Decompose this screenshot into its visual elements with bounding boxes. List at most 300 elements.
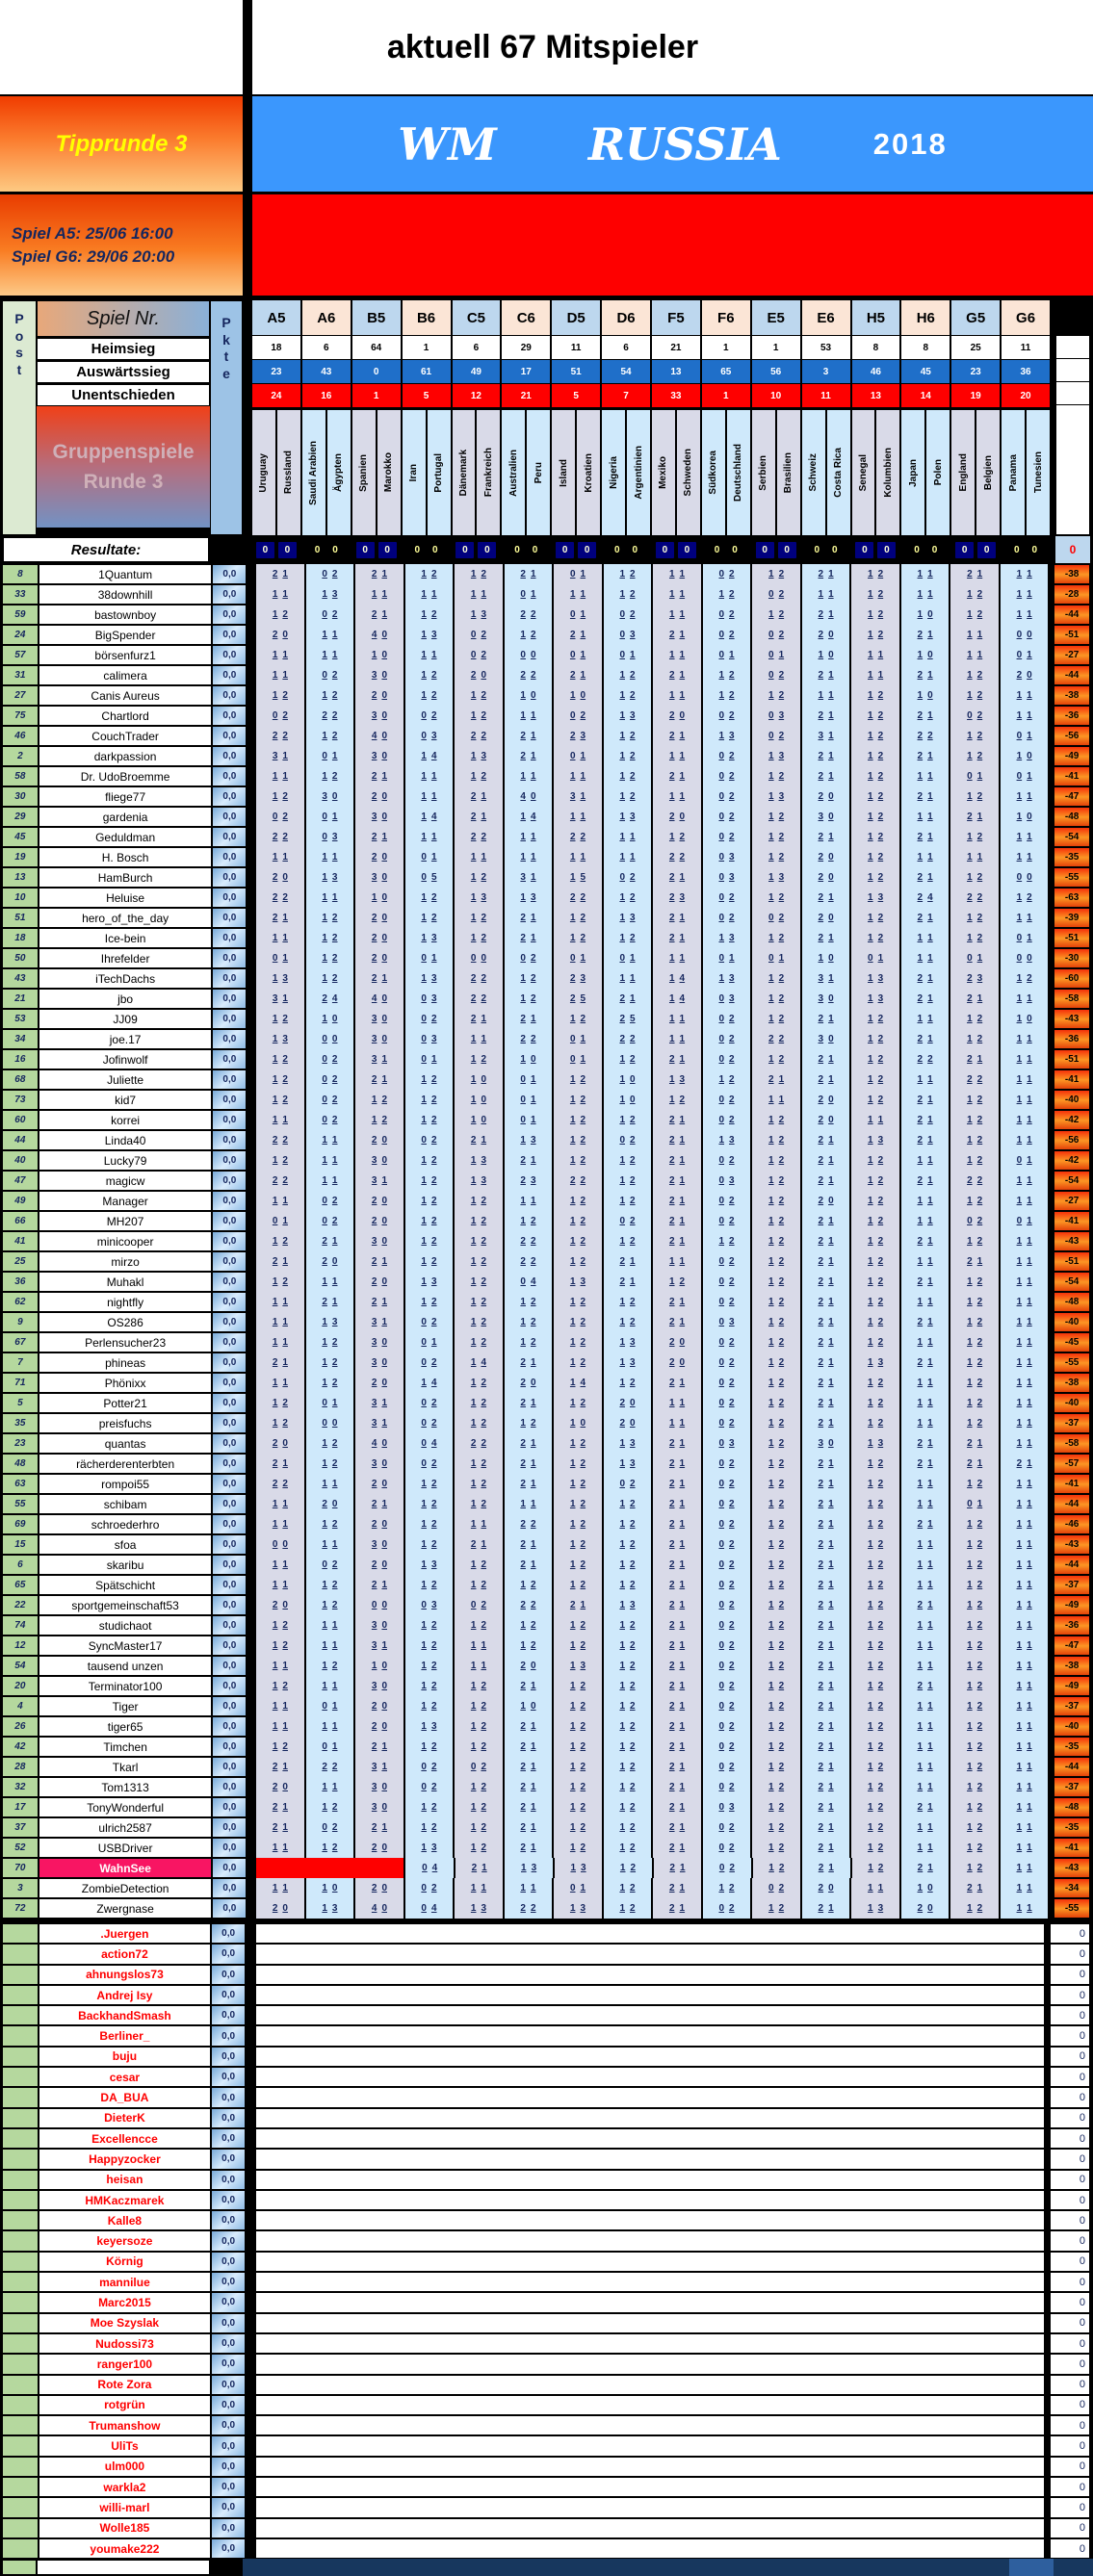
tip-cell[interactable]: [306, 1514, 354, 1534]
tip-cell[interactable]: [455, 1272, 503, 1292]
inactive-pkte[interactable]: 0,0: [211, 2497, 246, 2517]
tip-cell[interactable]: [505, 706, 553, 726]
tip-cell[interactable]: [703, 1373, 751, 1393]
tip-cell[interactable]: [405, 968, 454, 989]
tip-cell[interactable]: [355, 1393, 403, 1413]
tip-cell[interactable]: [802, 766, 850, 786]
tip-cell[interactable]: [505, 766, 553, 786]
inactive-zero[interactable]: 0: [1050, 2538, 1090, 2559]
player-position[interactable]: 28: [2, 1757, 39, 1777]
tip-cell[interactable]: [752, 1636, 800, 1656]
inactive-pkte[interactable]: 0,0: [211, 2435, 246, 2456]
tip-cell[interactable]: [703, 928, 751, 948]
tip-cell[interactable]: [1001, 1696, 1049, 1716]
tip-cell[interactable]: [802, 1595, 850, 1615]
tip-cell[interactable]: [554, 1413, 602, 1433]
tip-cell[interactable]: [752, 726, 800, 746]
tip-cell[interactable]: [752, 908, 800, 928]
tip-cell[interactable]: [455, 1433, 503, 1454]
inactive-zero[interactable]: 0: [1050, 2333, 1090, 2354]
tip-cell[interactable]: [405, 1898, 454, 1919]
player-position[interactable]: 24: [2, 625, 39, 645]
player-pkte[interactable]: 0,0: [212, 1029, 247, 1049]
player-pkte[interactable]: 0,0: [212, 726, 247, 746]
tip-cell[interactable]: [1001, 1838, 1049, 1858]
tip-cell[interactable]: [752, 665, 800, 685]
player-position[interactable]: 46: [2, 726, 39, 746]
tip-cell[interactable]: [653, 1191, 701, 1211]
tip-cell[interactable]: [703, 726, 751, 746]
inactive-pkte[interactable]: 0,0: [211, 2518, 246, 2538]
player-total[interactable]: -27: [1054, 1191, 1090, 1211]
tip-cell[interactable]: [901, 1211, 950, 1231]
tip-cell[interactable]: [554, 1838, 602, 1858]
inactive-player-name[interactable]: Wolle185: [39, 2518, 212, 2538]
player-total[interactable]: -49: [1054, 1595, 1090, 1615]
inactive-zero[interactable]: 0: [1050, 2210, 1090, 2230]
tip-cell[interactable]: [703, 685, 751, 706]
tip-cell[interactable]: [1001, 1090, 1049, 1110]
tip-cell[interactable]: [703, 1534, 751, 1555]
tip-cell[interactable]: [505, 908, 553, 928]
inactive-zero[interactable]: 0: [1050, 2067, 1090, 2087]
tip-cell[interactable]: [851, 1272, 899, 1292]
player-name[interactable]: Linda40: [39, 1130, 213, 1150]
inactive-zero[interactable]: 0: [1050, 2149, 1090, 2169]
tip-cell[interactable]: [901, 948, 950, 968]
player-total[interactable]: -43: [1054, 1534, 1090, 1555]
tip-cell[interactable]: [851, 1292, 899, 1312]
tip-cell[interactable]: [851, 1251, 899, 1272]
player-position[interactable]: 75: [2, 706, 39, 726]
tip-cell[interactable]: [306, 1656, 354, 1676]
tip-cell[interactable]: [802, 847, 850, 867]
tip-cell[interactable]: [1001, 1797, 1049, 1817]
tip-cell[interactable]: [455, 928, 503, 948]
tip-cell[interactable]: [950, 968, 999, 989]
tip-cell[interactable]: [355, 1029, 403, 1049]
tip-cell[interactable]: [604, 847, 652, 867]
tip-cell[interactable]: [1001, 1737, 1049, 1757]
player-total[interactable]: -36: [1054, 1615, 1090, 1636]
tip-cell[interactable]: [355, 1474, 403, 1494]
tip-cell[interactable]: [901, 1090, 950, 1110]
tip-cell[interactable]: [455, 1757, 503, 1777]
tip-cell[interactable]: [455, 1029, 503, 1049]
tip-cell[interactable]: [752, 1211, 800, 1231]
tip-cell[interactable]: [505, 1312, 553, 1332]
inactive-pkte[interactable]: 0,0: [211, 2190, 246, 2210]
player-total[interactable]: -51: [1054, 1049, 1090, 1069]
result-zero[interactable]: 0: [678, 542, 696, 558]
player-position[interactable]: 2: [2, 746, 39, 766]
tip-cell[interactable]: [1001, 1251, 1049, 1272]
tip-cell[interactable]: [851, 1474, 899, 1494]
player-position[interactable]: 52: [2, 1838, 39, 1858]
tip-cell[interactable]: [355, 1049, 403, 1069]
tip-cell[interactable]: [355, 1716, 403, 1737]
player-position[interactable]: 26: [2, 1716, 39, 1737]
tip-cell[interactable]: [703, 1898, 751, 1919]
tip-cell[interactable]: [554, 1373, 602, 1393]
tip-cell[interactable]: [752, 847, 800, 867]
player-pkte[interactable]: 0,0: [212, 1049, 247, 1069]
tip-cell[interactable]: [901, 908, 950, 928]
tip-cell[interactable]: [1001, 908, 1049, 928]
tip-cell[interactable]: [950, 1474, 999, 1494]
tip-cell[interactable]: [256, 807, 304, 827]
player-position[interactable]: 42: [2, 1737, 39, 1757]
tip-cell[interactable]: [554, 1656, 602, 1676]
tip-cell[interactable]: [455, 908, 503, 928]
tip-cell[interactable]: [950, 1292, 999, 1312]
inactive-player-name[interactable]: .Juergen: [39, 1923, 212, 1944]
tip-cell[interactable]: [306, 605, 354, 625]
tip-cell[interactable]: [455, 665, 503, 685]
tip-cell[interactable]: [851, 1878, 899, 1898]
player-name[interactable]: Manager: [39, 1191, 213, 1211]
tip-cell[interactable]: [752, 1090, 800, 1110]
tip-cell[interactable]: [355, 1838, 403, 1858]
player-position[interactable]: 53: [2, 1009, 39, 1029]
tip-cell[interactable]: [653, 645, 701, 665]
tip-cell[interactable]: [505, 1777, 553, 1797]
tip-cell[interactable]: [802, 1777, 850, 1797]
tip-cell[interactable]: [505, 1090, 553, 1110]
tip-cell[interactable]: [306, 584, 354, 605]
player-total[interactable]: -38: [1054, 1656, 1090, 1676]
tip-cell[interactable]: [851, 1898, 899, 1919]
tip-cell[interactable]: [604, 1615, 652, 1636]
player-name[interactable]: bastownboy: [39, 605, 213, 625]
player-pkte[interactable]: 0,0: [212, 1251, 247, 1272]
player-position[interactable]: 49: [2, 1191, 39, 1211]
tip-cell[interactable]: [455, 746, 503, 766]
tip-cell[interactable]: [554, 1454, 602, 1474]
tip-cell[interactable]: [405, 1817, 454, 1838]
tip-cell[interactable]: [703, 1150, 751, 1171]
player-pkte[interactable]: 0,0: [212, 1494, 247, 1514]
tip-cell[interactable]: [306, 685, 354, 706]
tip-cell[interactable]: [901, 1595, 950, 1615]
player-total[interactable]: -42: [1054, 1150, 1090, 1171]
tip-cell[interactable]: [405, 645, 454, 665]
tip-cell[interactable]: [604, 1332, 652, 1352]
tip-cell[interactable]: [1001, 807, 1049, 827]
player-pkte[interactable]: 0,0: [212, 1636, 247, 1656]
player-total[interactable]: -43: [1054, 1009, 1090, 1029]
tip-cell[interactable]: [554, 1757, 602, 1777]
tip-cell[interactable]: [455, 1858, 503, 1878]
tip-cell[interactable]: [405, 726, 454, 746]
tip-cell[interactable]: [306, 1474, 354, 1494]
tip-cell[interactable]: [604, 1534, 652, 1555]
tip-cell[interactable]: [306, 807, 354, 827]
tip-cell[interactable]: [604, 766, 652, 786]
player-position[interactable]: 8: [2, 564, 39, 584]
tip-cell[interactable]: [405, 1090, 454, 1110]
tip-cell[interactable]: [901, 1514, 950, 1534]
tip-cell[interactable]: [505, 1615, 553, 1636]
tip-cell[interactable]: [306, 1494, 354, 1514]
tip-cell[interactable]: [851, 1777, 899, 1797]
tip-cell[interactable]: [355, 1898, 403, 1919]
tip-cell[interactable]: [802, 1737, 850, 1757]
tip-cell[interactable]: [554, 1555, 602, 1575]
player-name[interactable]: WahnSee: [39, 1858, 213, 1878]
tip-cell[interactable]: [355, 1797, 403, 1817]
tip-cell[interactable]: [752, 1838, 800, 1858]
tip-cell[interactable]: [1001, 1312, 1049, 1332]
tip-cell[interactable]: [653, 1272, 701, 1292]
tip-cell[interactable]: [455, 1676, 503, 1696]
tip-cell[interactable]: [901, 1737, 950, 1757]
tip-cell[interactable]: [554, 1777, 602, 1797]
tip-cell[interactable]: [554, 1029, 602, 1049]
player-total[interactable]: -51: [1054, 1251, 1090, 1272]
player-position[interactable]: 32: [2, 1777, 39, 1797]
tip-cell[interactable]: [455, 1615, 503, 1636]
tip-cell[interactable]: [950, 1110, 999, 1130]
tip-cell[interactable]: [950, 1696, 999, 1716]
tip-cell[interactable]: [554, 584, 602, 605]
result-zero[interactable]: 0: [1014, 544, 1020, 555]
tip-cell[interactable]: [653, 867, 701, 888]
tip-cell[interactable]: [256, 1838, 304, 1858]
player-name[interactable]: Canis Aureus: [39, 685, 213, 706]
tip-cell[interactable]: [405, 1636, 454, 1656]
player-total[interactable]: -38: [1054, 685, 1090, 706]
player-total[interactable]: -38: [1054, 1373, 1090, 1393]
tip-cell[interactable]: [703, 1272, 751, 1292]
tip-cell[interactable]: [405, 867, 454, 888]
tip-cell[interactable]: [703, 1454, 751, 1474]
tip-cell[interactable]: [604, 1656, 652, 1676]
tip-cell[interactable]: [752, 1797, 800, 1817]
result-zero[interactable]: 0: [578, 542, 596, 558]
tip-cell[interactable]: [1001, 1898, 1049, 1919]
inactive-player-name[interactable]: willi-marl: [39, 2497, 212, 2517]
player-name[interactable]: jbo: [39, 989, 213, 1009]
tip-cell[interactable]: [901, 1231, 950, 1251]
player-total[interactable]: -41: [1054, 1069, 1090, 1090]
tip-cell[interactable]: [802, 1171, 850, 1191]
tip-cell[interactable]: [455, 1534, 503, 1555]
player-total[interactable]: -36: [1054, 1029, 1090, 1049]
result-zero[interactable]: 0: [877, 542, 896, 558]
tip-cell[interactable]: [752, 1898, 800, 1919]
tip-cell[interactable]: [901, 1494, 950, 1514]
tip-cell[interactable]: [405, 1454, 454, 1474]
inactive-player-name[interactable]: action72: [39, 1944, 212, 1964]
tip-cell[interactable]: [802, 1494, 850, 1514]
tip-cell[interactable]: [901, 1636, 950, 1656]
tip-cell[interactable]: [604, 1716, 652, 1737]
tip-cell[interactable]: [653, 1231, 701, 1251]
inactive-pkte[interactable]: 0,0: [211, 1965, 246, 1985]
tip-cell[interactable]: [703, 1494, 751, 1514]
tip-cell[interactable]: [306, 1231, 354, 1251]
tip-cell[interactable]: [851, 766, 899, 786]
tip-cell[interactable]: [306, 1433, 354, 1454]
tip-cell[interactable]: [802, 1656, 850, 1676]
tip-cell[interactable]: [306, 1251, 354, 1272]
tip-cell[interactable]: [703, 1231, 751, 1251]
tip-cell[interactable]: [901, 1656, 950, 1676]
tip-cell[interactable]: [851, 1352, 899, 1373]
tip-cell[interactable]: [752, 1009, 800, 1029]
player-name[interactable]: rompoi55: [39, 1474, 213, 1494]
player-pkte[interactable]: 0,0: [212, 1575, 247, 1595]
tip-cell[interactable]: [703, 746, 751, 766]
tip-cell[interactable]: [256, 1696, 304, 1716]
inactive-zero[interactable]: 0: [1050, 2005, 1090, 2025]
inactive-pkte[interactable]: 0,0: [211, 2375, 246, 2395]
player-total[interactable]: -37: [1054, 1413, 1090, 1433]
player-total[interactable]: -41: [1054, 766, 1090, 786]
inactive-player-name[interactable]: Andrej Isy: [39, 1985, 212, 2005]
tip-cell[interactable]: [851, 726, 899, 746]
tip-cell[interactable]: [1001, 746, 1049, 766]
result-zero[interactable]: 0: [332, 544, 338, 555]
tip-cell[interactable]: [752, 1716, 800, 1737]
tip-cell[interactable]: [355, 1413, 403, 1433]
tip-cell[interactable]: [405, 1676, 454, 1696]
player-name[interactable]: Phönixx: [39, 1373, 213, 1393]
tip-cell[interactable]: [901, 928, 950, 948]
tip-cell[interactable]: [306, 928, 354, 948]
tip-cell[interactable]: [604, 1595, 652, 1615]
tip-cell[interactable]: [752, 584, 800, 605]
tip-cell[interactable]: [604, 1292, 652, 1312]
tip-cell[interactable]: [950, 726, 999, 746]
tip-cell[interactable]: [355, 706, 403, 726]
tip-cell[interactable]: [405, 807, 454, 827]
player-position[interactable]: 66: [2, 1211, 39, 1231]
tip-cell[interactable]: [653, 1049, 701, 1069]
tip-cell[interactable]: [455, 1231, 503, 1251]
player-total[interactable]: -37: [1054, 1777, 1090, 1797]
tip-cell[interactable]: [256, 1069, 304, 1090]
tip-cell[interactable]: [752, 1171, 800, 1191]
tip-cell[interactable]: [1001, 1474, 1049, 1494]
inactive-player-name[interactable]: Nudossi73: [39, 2333, 212, 2354]
player-total[interactable]: -35: [1054, 1817, 1090, 1838]
tip-cell[interactable]: [901, 1393, 950, 1413]
tip-cell[interactable]: [703, 1777, 751, 1797]
tip-cell[interactable]: [405, 928, 454, 948]
tip-cell[interactable]: [306, 1534, 354, 1555]
player-position[interactable]: 4: [2, 1696, 39, 1716]
tip-cell[interactable]: [306, 989, 354, 1009]
player-total[interactable]: -38: [1054, 564, 1090, 584]
tip-cell[interactable]: [703, 1029, 751, 1049]
tip-cell[interactable]: [653, 1393, 701, 1413]
tip-cell[interactable]: [802, 989, 850, 1009]
tip-cell[interactable]: [802, 827, 850, 847]
player-total[interactable]: -41: [1054, 1211, 1090, 1231]
player-name[interactable]: Chartlord: [39, 706, 213, 726]
tip-cell[interactable]: [355, 1454, 403, 1474]
tip-cell[interactable]: [653, 1069, 701, 1090]
tip-cell[interactable]: [802, 908, 850, 928]
tip-cell[interactable]: [901, 625, 950, 645]
tip-cell[interactable]: [950, 1312, 999, 1332]
tip-cell[interactable]: [405, 1433, 454, 1454]
tip-cell[interactable]: [355, 1312, 403, 1332]
tip-cell[interactable]: [355, 867, 403, 888]
player-pkte[interactable]: 0,0: [212, 1696, 247, 1716]
tip-cell[interactable]: [851, 1716, 899, 1737]
tip-cell[interactable]: [405, 1312, 454, 1332]
inactive-pkte[interactable]: 0,0: [211, 2538, 246, 2559]
player-total[interactable]: -40: [1054, 1393, 1090, 1413]
tip-cell[interactable]: [505, 1494, 553, 1514]
tip-cell[interactable]: [1001, 1676, 1049, 1696]
tip-cell[interactable]: [653, 1514, 701, 1534]
player-total[interactable]: -58: [1054, 989, 1090, 1009]
tip-cell[interactable]: [950, 1757, 999, 1777]
tip-cell[interactable]: [505, 786, 553, 807]
result-zero[interactable]: 0: [455, 542, 474, 558]
tip-cell[interactable]: [554, 1251, 602, 1272]
tip-cell[interactable]: [306, 706, 354, 726]
player-pkte[interactable]: 0,0: [212, 746, 247, 766]
tip-cell[interactable]: [405, 1413, 454, 1433]
inactive-pkte[interactable]: 0,0: [211, 2230, 246, 2251]
tip-cell[interactable]: [554, 1069, 602, 1090]
tip-cell[interactable]: [1001, 1777, 1049, 1797]
tip-cell[interactable]: [752, 1312, 800, 1332]
tip-cell[interactable]: [505, 1514, 553, 1534]
inactive-player-name[interactable]: Marc2015: [39, 2292, 212, 2312]
tip-cell[interactable]: [405, 1474, 454, 1494]
tip-cell[interactable]: [554, 847, 602, 867]
tip-cell[interactable]: [604, 1797, 652, 1817]
tip-cell[interactable]: [950, 928, 999, 948]
tip-cell[interactable]: [653, 746, 701, 766]
tip-cell[interactable]: [505, 1595, 553, 1615]
tip-cell[interactable]: [554, 706, 602, 726]
tip-cell[interactable]: [505, 968, 553, 989]
tip-cell[interactable]: [604, 1110, 652, 1130]
tip-cell[interactable]: [256, 1474, 304, 1494]
tip-cell[interactable]: [901, 867, 950, 888]
tip-cell[interactable]: [802, 1352, 850, 1373]
tip-cell[interactable]: [851, 1110, 899, 1130]
tip-cell[interactable]: [1001, 928, 1049, 948]
tip-cell[interactable]: [256, 766, 304, 786]
tip-cell[interactable]: [653, 1292, 701, 1312]
tip-cell[interactable]: [256, 1312, 304, 1332]
player-position[interactable]: 19: [2, 847, 39, 867]
tip-cell[interactable]: [306, 1049, 354, 1069]
player-pkte[interactable]: 0,0: [212, 1413, 247, 1433]
tip-cell[interactable]: [505, 1191, 553, 1211]
tip-cell[interactable]: [455, 1069, 503, 1090]
player-pkte[interactable]: 0,0: [212, 1090, 247, 1110]
tip-cell[interactable]: [554, 605, 602, 625]
inactive-zero[interactable]: 0: [1050, 2375, 1090, 2395]
tip-cell[interactable]: [554, 1676, 602, 1696]
tip-cell[interactable]: [703, 1069, 751, 1090]
tip-cell[interactable]: [950, 584, 999, 605]
tip-cell[interactable]: [1001, 968, 1049, 989]
tip-cell[interactable]: [653, 706, 701, 726]
tip-cell[interactable]: [851, 1433, 899, 1454]
tip-cell[interactable]: [554, 948, 602, 968]
tip-cell[interactable]: [950, 1494, 999, 1514]
